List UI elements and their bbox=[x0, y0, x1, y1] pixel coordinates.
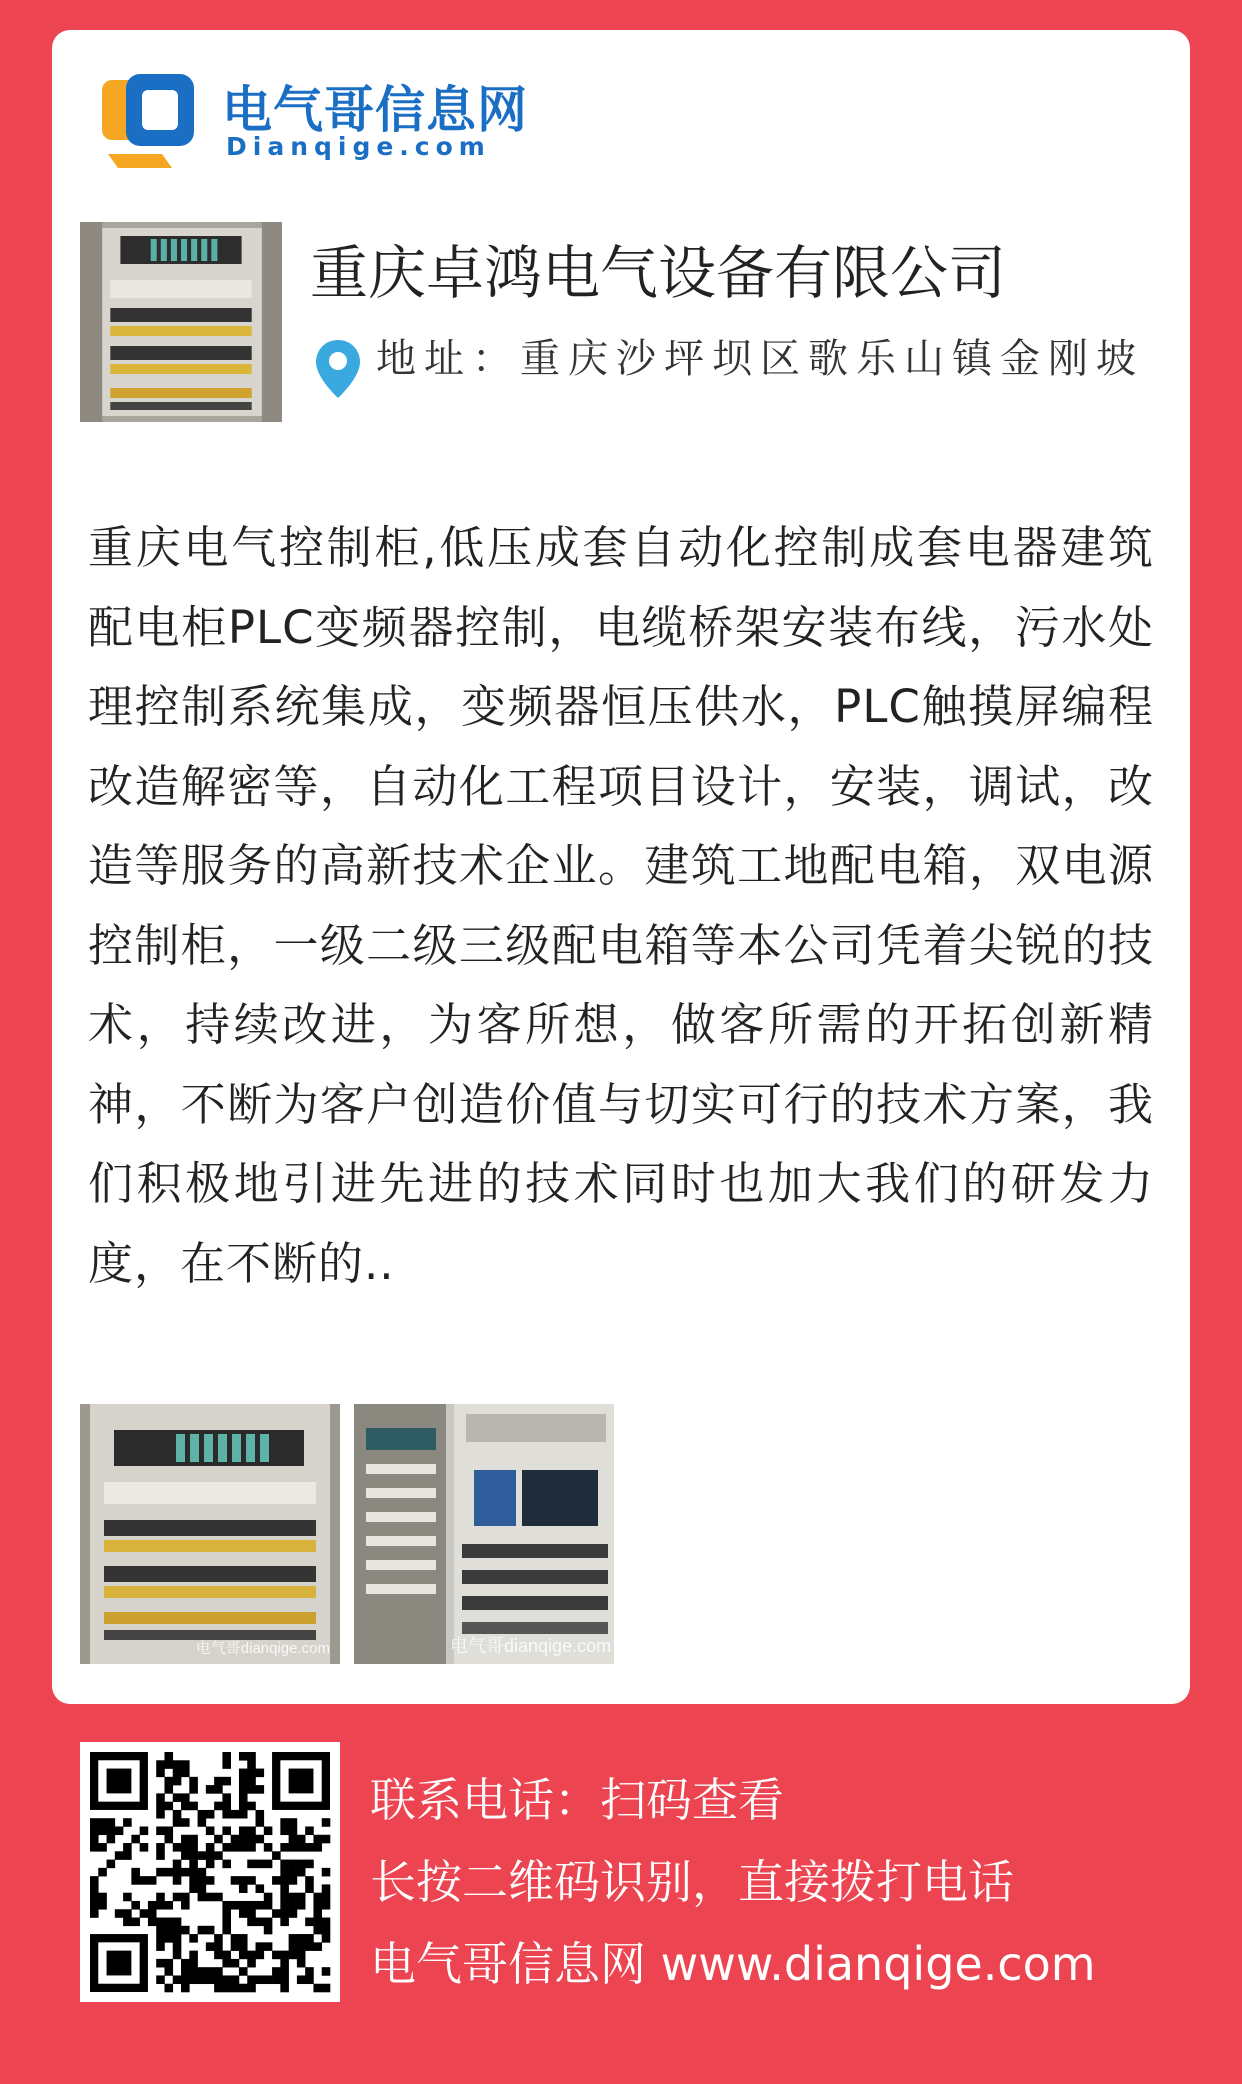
company-description: 重庆电气控制柜,低压成套自动化控制成套电器建筑配电柜PLC变频器控制，电缆桥架安装布线，污水处理控制系统集成，变频器恒压供水，PLC触摸屏编程改造解密等，自动化工程项目设计，安装，调试，改造等服务的高新技术企业。建筑工地配电箱，双电源控制柜，一级二级三级配电箱等本公司凭着尖锐的技术，持续改进，为客所想，做客所需的开拓创新精神，不断为客户创造价值与切实可行的技术方案，我们积极地引进先进的技术同时也加大我们的研发力度，在不断的.. bbox=[88, 521, 1154, 1290]
contact-phone: 联系电话：扫码查看 bbox=[370, 1773, 784, 1827]
gallery-image-2[interactable] bbox=[354, 1404, 614, 1664]
contact-site[interactable]: 电气哥信息网 www.dianqige.com bbox=[370, 1937, 1096, 1991]
logo-mark-icon bbox=[102, 74, 198, 170]
logo-name-en: Dianqige.com bbox=[226, 132, 491, 161]
qr-code[interactable] bbox=[80, 1742, 340, 2002]
company-card bbox=[52, 30, 1190, 1704]
contact-hint: 长按二维码识别，直接拨打电话 bbox=[370, 1855, 1014, 1909]
company-thumbnail[interactable] bbox=[80, 222, 282, 422]
location-pin-icon bbox=[314, 338, 362, 400]
company-address: 地址：重庆沙坪坝区歌乐山镇金刚坡 bbox=[376, 336, 1144, 382]
gallery-watermark-2: 电气哥dianqige.com bbox=[450, 1636, 612, 1656]
gallery-watermark-1: 电气哥dianqige.com bbox=[195, 1640, 330, 1657]
company-name: 重庆卓鸿电气设备有限公司 bbox=[310, 239, 1007, 307]
logo-name-cn: 电气哥信息网 bbox=[222, 81, 528, 139]
qr-code-icon bbox=[80, 1742, 340, 2002]
gallery-image-1[interactable] bbox=[80, 1404, 340, 1664]
site-logo[interactable] bbox=[102, 66, 528, 166]
